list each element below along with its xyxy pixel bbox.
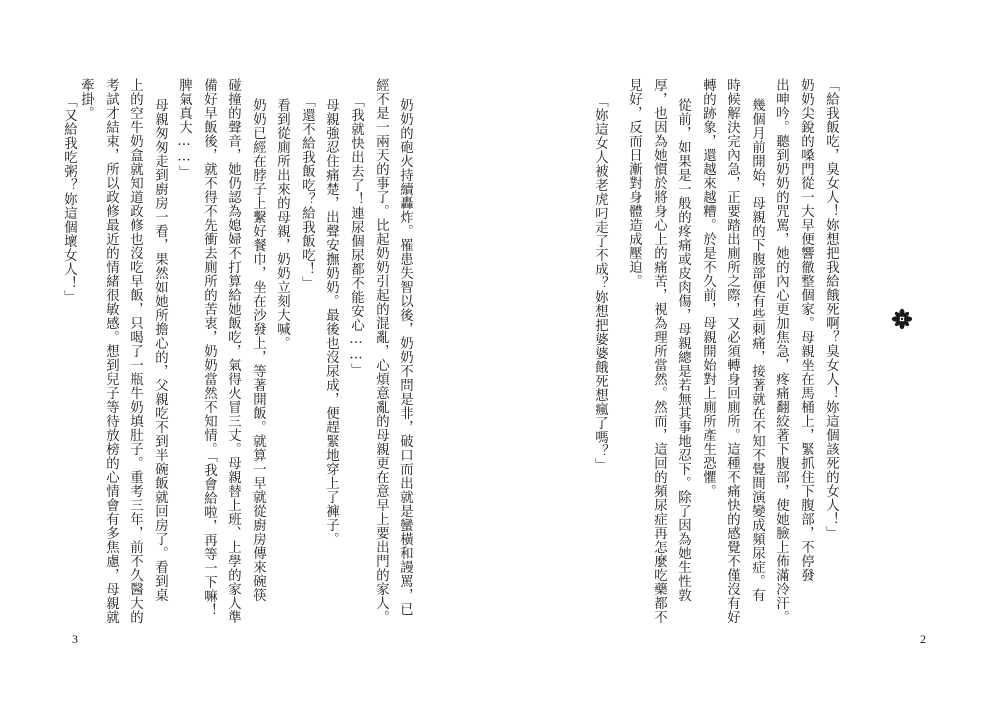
text-column: 時候解決完內急，正要踏出廁所之際，又必須轉身回廁所。這種不痛快的感覺不僅沒有好 <box>724 78 740 624</box>
text-column: 奶奶尖銳的嗓門從一大早便響徹整個家。母親坐在馬桶上，緊抓住下腹部，不停發 <box>798 78 814 582</box>
text-column: 母親強忍住痛楚，出聲安撫奶奶。最後也沒尿成，便趕緊地穿上了褲子。 <box>323 98 339 546</box>
text-column: 上的空牛奶盒就知道政修也沒吃早飯，只喝了一瓶牛奶填肚子。重考三年，前不久醫大的 <box>127 78 143 624</box>
text-column: 「妳這女人被老虎叼走了不成？妳想把婆婆餓死想瘋了嗎？」 <box>592 94 608 472</box>
text-column: 「給我飯吃，臭女人！妳想把我給餓死啊？臭女人！妳這個該死的女人！」 <box>823 78 839 540</box>
text-column: 「還不給我飯吃？給我飯吃！」 <box>299 94 315 290</box>
text-column: 見好，反而日漸對身體造成壓迫。 <box>626 78 642 288</box>
page-number: 2 <box>920 632 926 646</box>
text-column: 從前，如果是一般的疼痛或皮肉傷，母親總是若無其事地忍下。除了因為她生性敦 <box>675 98 691 602</box>
text-column: 備好早飯後，就不得不先衝去廁所的苦衷，奶奶當然不知情。「我會給啦，再等一下嘛！ <box>201 78 217 618</box>
text-column: 厚，也因為她慣於將身心上的痛苦，視為理所當然。然而，這回的頻尿症再怎麼吃藥都不 <box>651 78 667 624</box>
text-column: 出呻吟。聽到奶奶的咒罵，她的內心更加焦急，疼痛翻絞著下腹部，使她臉上佈滿冷汗。 <box>773 78 789 624</box>
text-column: 碰撞的聲音，她仍認為媳婦不打算給她飯吃，氣得火冒三丈。母親替上班、上學的家人準 <box>225 78 241 624</box>
text-column: 轉的跡象，還越來越糟。於是不久前，母親開始對上廁所產生恐懼。 <box>700 78 716 498</box>
text-column: 考試才結束，所以政修最近的情緒很敏感。想到兒子等待放榜的心情會有多焦慮，母親就 <box>103 78 119 624</box>
text-column: 經不是一兩天的事了。比起奶奶引起的混亂，心煩意亂的母親更在意早上要出門的家人。 <box>373 78 389 624</box>
text-column: 牽掛。 <box>78 78 94 120</box>
text-column: 脾氣真大……」 <box>176 78 192 180</box>
text-column: 「又給我吃粥？妳這個壞女人！」 <box>61 94 77 304</box>
page-number: 3 <box>72 632 78 646</box>
text-column: 奶奶的砲火持續轟炸。罹患失智以後，奶奶不問是非，破口而出就是蠻橫和謾罵，已 <box>397 98 413 616</box>
text-column: 「我就快出去了！連尿個尿都不能安心……」 <box>348 94 364 378</box>
text-column: 母親匆匆走到廚房一看，果然如她所擔心的，父親吃不到半碗飯就回房了。看到桌 <box>152 98 168 602</box>
text-column: 奶奶已經在脖子上繫好餐巾，坐在沙發上，等著開飯。就算一早就從廚房傳來碗筷 <box>250 98 266 602</box>
text-column: 幾個月前開始，母親的下腹部便有些刺痛，接著就在不知不覺間演變成頻尿症。有 <box>749 98 765 602</box>
flower-ornament-icon <box>891 308 913 330</box>
text-column: 看到從廁所出來的母親，奶奶立刻大喊。 <box>274 98 290 350</box>
